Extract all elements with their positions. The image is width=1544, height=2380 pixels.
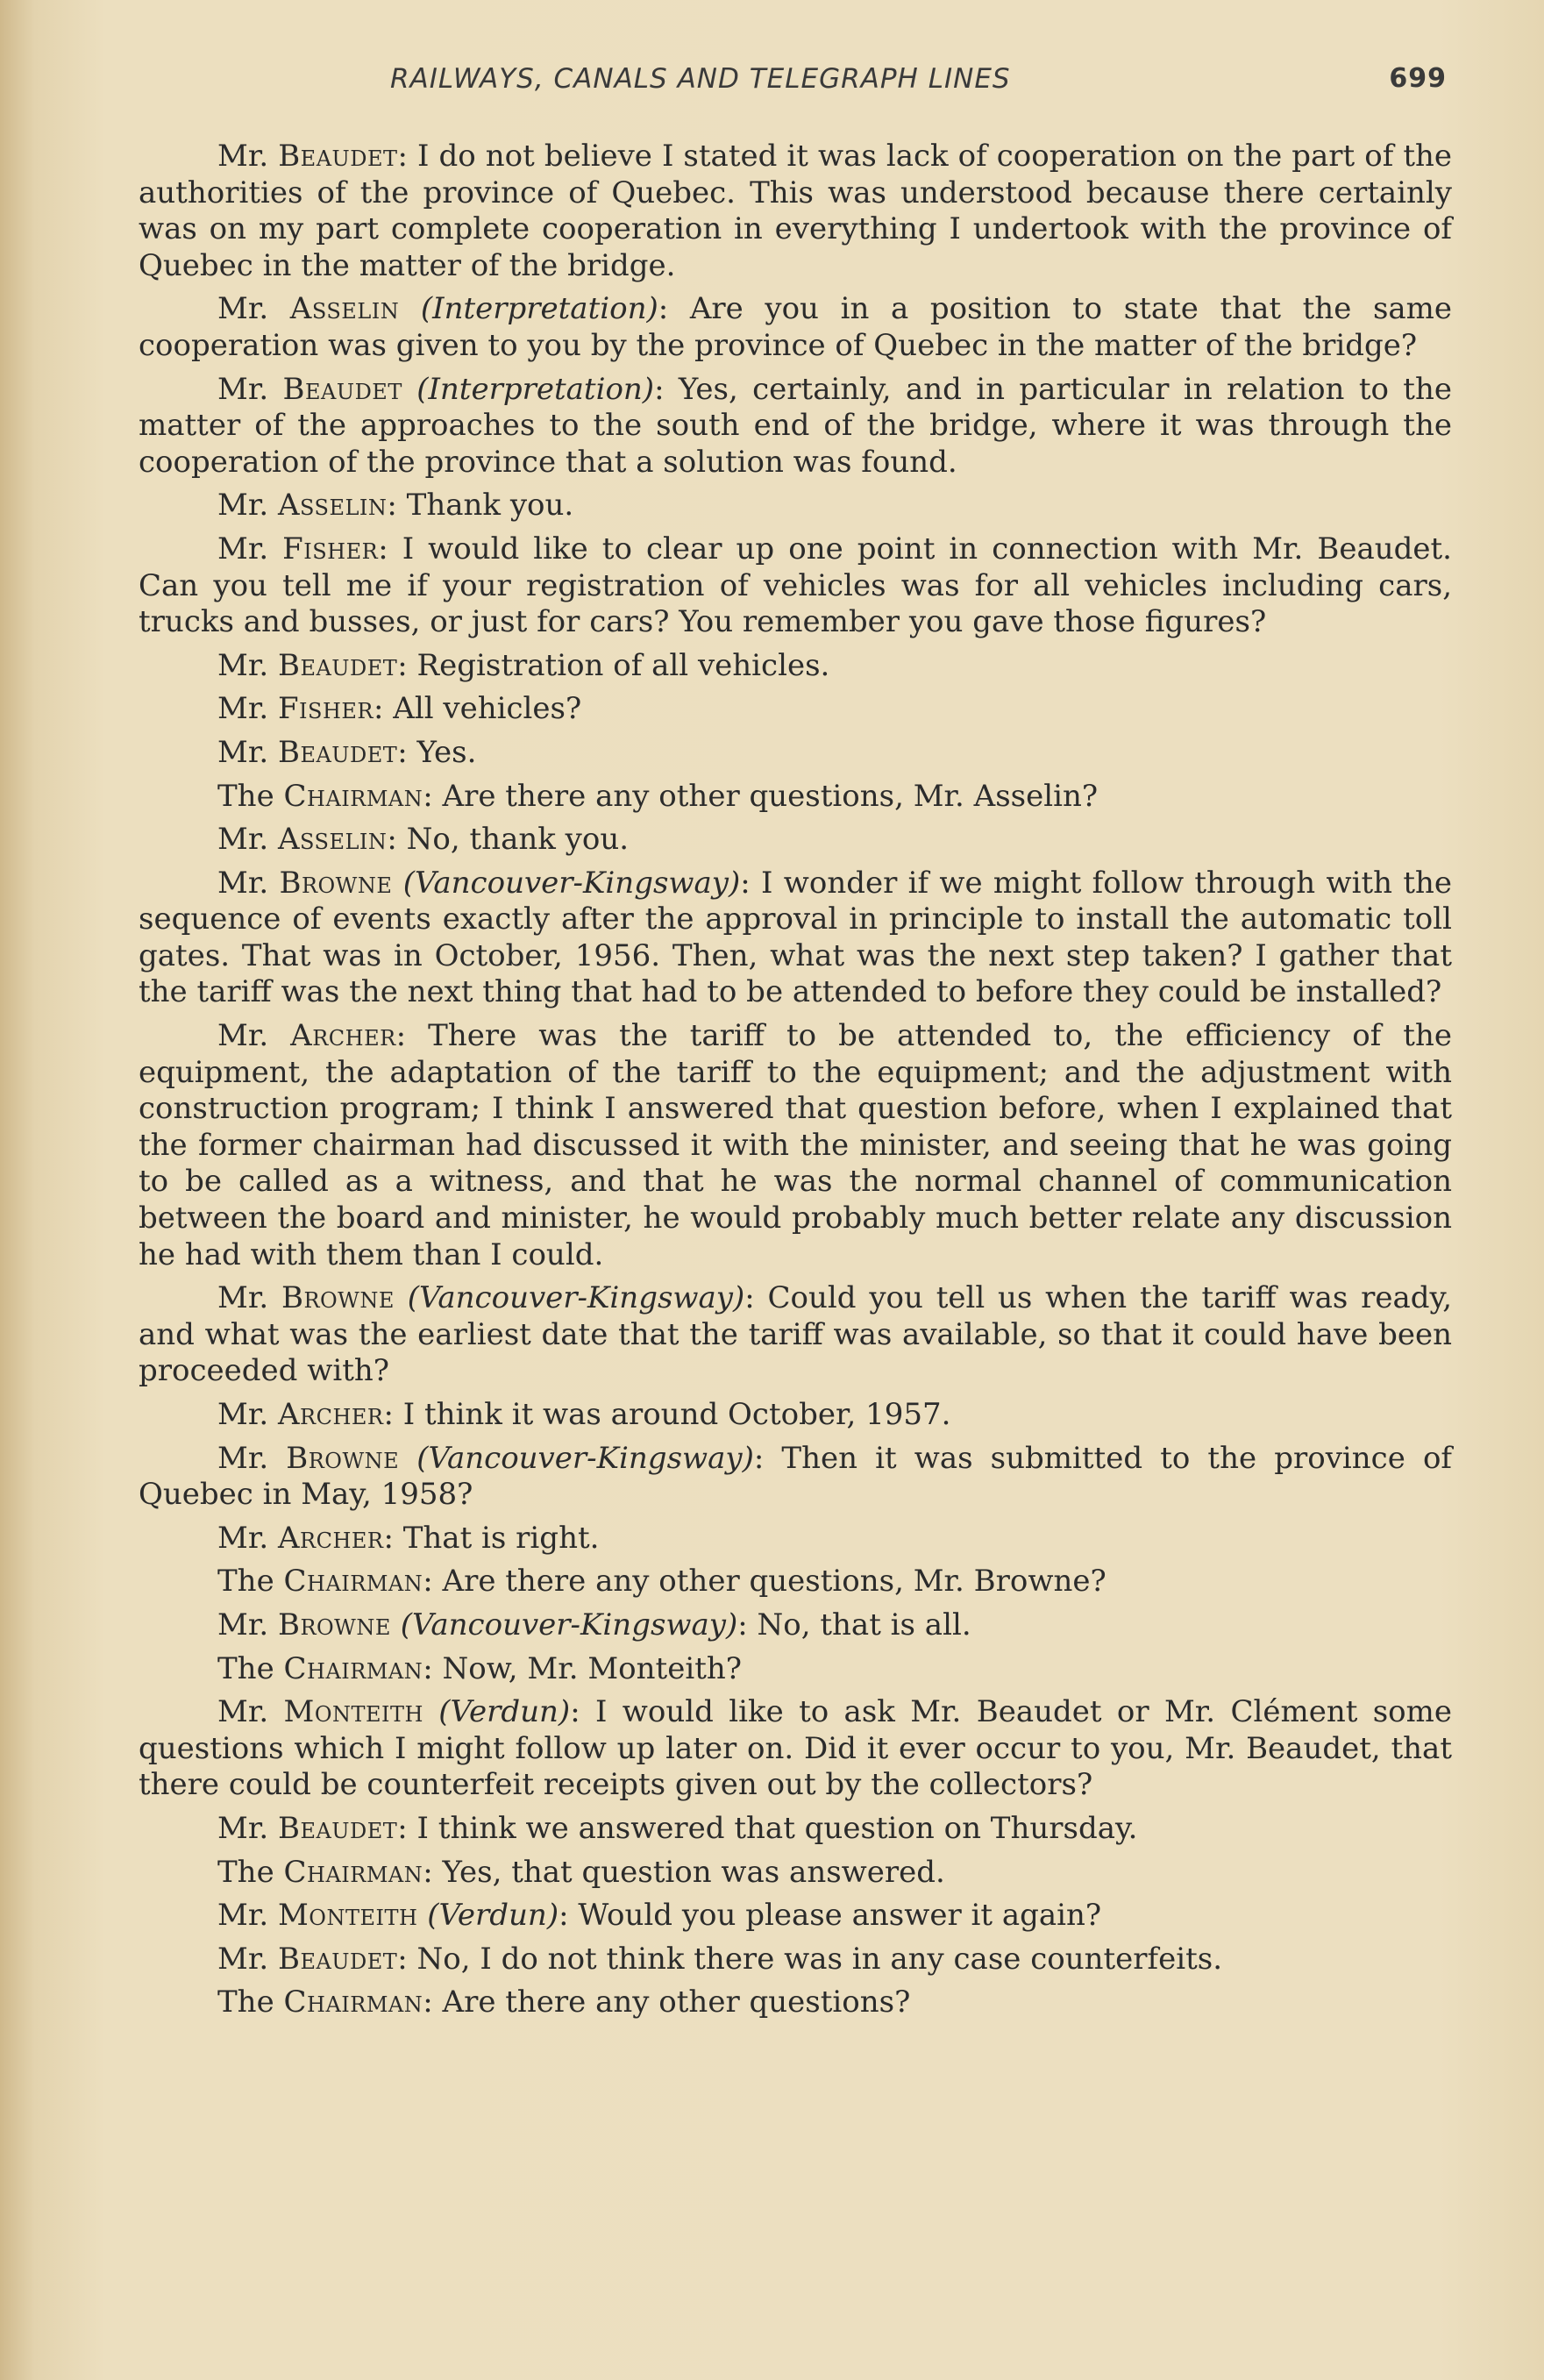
speaker-name: Monteith: [277, 1898, 418, 1934]
speaker-name: Browne: [279, 865, 393, 901]
speech-text: : Yes, certainly, and in particular in relation to the matter of the approaches to the south end of the bridge, where it was through the cooperation of the province that a solution was found.: [139, 371, 1452, 480]
speaker-name: Chairman: [283, 1564, 423, 1600]
speaker-riding: (Vancouver-Kingsway): [407, 1280, 745, 1316]
speaker-riding: (Interpretation): [420, 291, 658, 327]
speaker-name: Asselin: [277, 822, 388, 858]
page-number: 699: [1389, 63, 1447, 94]
transcript-paragraph: [139, 1280, 1452, 1390]
speaker-name: Fisher: [277, 691, 374, 727]
speaker-title: The: [217, 1650, 274, 1686]
speech-text: : All vehicles?: [374, 691, 582, 727]
speaker-title: Mr.: [217, 1694, 269, 1730]
speaker-title: The: [217, 778, 274, 814]
speaker-title: Mr.: [217, 1397, 269, 1432]
speech-text: : There was the tariff to be attended to, the efficiency of the equipment, the adaptation of the tariff to the equipment; and the adjustment with construction program; I think I answered that question before, when I explained that the former chairman had discussed it with the minister, and seeing that he was going to be called as a witness, and that he was the normal channel of communication between the board and minister, he would probably much better relate any discussion he had with them than I could.: [139, 1018, 1452, 1272]
transcript-paragraph: [139, 1521, 1452, 1557]
transcript-body: [139, 139, 1452, 2028]
speaker-name: Asselin: [289, 291, 400, 327]
speaker-title: Mr.: [217, 865, 269, 901]
speaker-title: Mr.: [217, 1018, 269, 1054]
speaker-title: Mr.: [217, 371, 269, 407]
speaker-name: Beaudet: [277, 734, 398, 770]
speaker-title: Mr.: [217, 1280, 269, 1316]
speaker-title: Mr.: [217, 1941, 269, 1977]
speaker-title: The: [217, 1564, 274, 1600]
transcript-paragraph: [139, 1441, 1452, 1514]
speech-text: : Are there any other questions?: [423, 1985, 911, 2020]
transcript-paragraph: [139, 822, 1452, 859]
speaker-name: Beaudet: [277, 647, 398, 683]
transcript-paragraph: [139, 1607, 1452, 1644]
transcript-paragraph: [139, 1564, 1452, 1600]
speaker-name: Archer: [290, 1018, 396, 1054]
speaker-name: Chairman: [283, 1854, 423, 1890]
speech-text: : No, thank you.: [387, 822, 630, 858]
speech-text: : Are there any other questions, Mr. Browne?: [423, 1564, 1106, 1600]
speaker-title: The: [217, 1854, 274, 1890]
speaker-title: Mr.: [217, 1898, 269, 1934]
speaker-riding: (Verdun): [438, 1694, 571, 1730]
speaker-name: Browne: [281, 1280, 395, 1316]
transcript-paragraph: [139, 1811, 1452, 1848]
speech-text: : Then it was submitted to the province of Quebec in May, 1958?: [139, 1440, 1452, 1513]
transcript-paragraph: [139, 1397, 1452, 1434]
transcript-paragraph: [139, 372, 1452, 481]
speaker-title: Mr.: [217, 531, 269, 566]
transcript-paragraph: [139, 531, 1452, 641]
running-header: [140, 63, 1447, 107]
transcript-paragraph: [139, 691, 1452, 728]
speech-text: : Could you tell us when the tariff was ready, and what was the earliest date that the tariff was available, so that it could have been proceeded with?: [139, 1280, 1453, 1389]
speaker-name: Monteith: [283, 1694, 423, 1730]
transcript-paragraph: [139, 779, 1452, 816]
speech-text: : Yes, that question was answered.: [423, 1854, 945, 1890]
speech-text: : Thank you.: [387, 488, 574, 524]
speaker-name: Beaudet: [277, 1941, 398, 1977]
speaker-name: Chairman: [283, 778, 423, 814]
speech-text: : Now, Mr. Monteith?: [423, 1650, 742, 1686]
speaker-name: Archer: [277, 1520, 384, 1556]
speech-text: : Are there any other questions, Mr. Asselin?: [423, 778, 1099, 814]
speaker-title: Mr.: [217, 488, 269, 524]
speaker-title: Mr.: [217, 291, 269, 327]
speaker-name: Asselin: [277, 488, 388, 524]
transcript-paragraph: [139, 1018, 1452, 1273]
speech-text: : That is right.: [383, 1520, 600, 1556]
speaker-title: Mr.: [217, 1520, 269, 1556]
transcript-paragraph: [139, 1985, 1452, 2021]
speaker-riding: (Vancouver-Kingsway): [402, 865, 741, 901]
speaker-name: Beaudet: [282, 371, 402, 407]
transcript-paragraph: [139, 735, 1452, 772]
speech-text: : Are you in a position to state that the same cooperation was given to you by the province of Quebec in the matter of the bridge?: [139, 291, 1453, 363]
speaker-name: Fisher: [282, 531, 379, 566]
speaker-name: Beaudet: [278, 139, 398, 174]
speaker-name: Chairman: [283, 1650, 423, 1686]
transcript-paragraph: [139, 866, 1452, 1011]
speaker-name: Beaudet: [277, 1810, 398, 1846]
header-title: RAILWAYS, CANALS AND TELEGRAPH LINES: [390, 63, 1011, 95]
speech-text: : I would like to clear up one point in connection with Mr. Beaudet. Can you tell me if your registration of vehicles was for all vehicles including cars, trucks and busses, or just for cars? You remember you gave those figures?: [139, 531, 1452, 640]
speaker-riding: (Interpretation): [416, 371, 655, 407]
speaker-title: The: [217, 1985, 274, 2020]
speech-text: : I would like to ask Mr. Beaudet or Mr. Clément some questions which I might follow up later on. Did it ever occur to you, Mr. Beaudet, that there could be counterfeit receipts given out by the collectors?: [139, 1694, 1453, 1803]
transcript-paragraph: [139, 1855, 1452, 1892]
speech-text: : Registration of all vehicles.: [397, 647, 830, 683]
speech-text: : I wonder if we might follow through with the sequence of events exactly after the approval in principle to install the automatic toll gates. That was in October, 1956. Then, what was the next step taken? I gather that the tariff was the next thing that had to be attended to before they could be installed?: [139, 865, 1453, 1010]
transcript-paragraph: [139, 1651, 1452, 1688]
speech-text: : No, I do not think there was in any case counterfeits.: [397, 1941, 1223, 1977]
transcript-paragraph: [139, 1898, 1452, 1935]
speaker-name: Chairman: [283, 1985, 423, 2020]
speaker-riding: (Vancouver-Kingsway): [416, 1440, 754, 1476]
speech-text: : I do not believe I stated it was lack of cooperation on the part of the authorities of the province of Quebec. This was understood because there certainly was on my part complete cooperation in everything I undertook with the province of Quebec in the matter of the bridge.: [139, 139, 1453, 283]
speech-text: : Would you please answer it again?: [559, 1898, 1102, 1934]
speaker-title: Mr.: [217, 647, 269, 683]
speaker-title: Mr.: [217, 691, 269, 727]
speaker-title: Mr.: [217, 734, 269, 770]
speech-text: : No, that is all.: [737, 1607, 971, 1642]
transcript-paragraph: [139, 1694, 1452, 1804]
speaker-riding: (Vancouver-Kingsway): [400, 1607, 738, 1642]
transcript-paragraph: [139, 488, 1452, 524]
transcript-paragraph: [139, 139, 1452, 284]
speaker-name: Archer: [277, 1397, 384, 1432]
speech-text: : I think we answered that question on Thursday.: [397, 1810, 1138, 1846]
speech-text: : Yes.: [397, 734, 477, 770]
speech-text: : I think it was around October, 1957.: [383, 1397, 951, 1432]
speaker-title: Mr.: [217, 1440, 269, 1476]
transcript-paragraph: [139, 648, 1452, 685]
speaker-title: Mr.: [217, 1607, 269, 1642]
speaker-title: Mr.: [217, 822, 269, 858]
speaker-title: Mr.: [217, 1810, 269, 1846]
transcript-paragraph: [139, 1942, 1452, 1978]
speaker-title: Mr.: [217, 139, 269, 174]
transcript-paragraph: [139, 291, 1452, 364]
speaker-riding: (Verdun): [427, 1898, 559, 1934]
speaker-name: Browne: [286, 1440, 400, 1476]
speaker-name: Browne: [277, 1607, 391, 1642]
